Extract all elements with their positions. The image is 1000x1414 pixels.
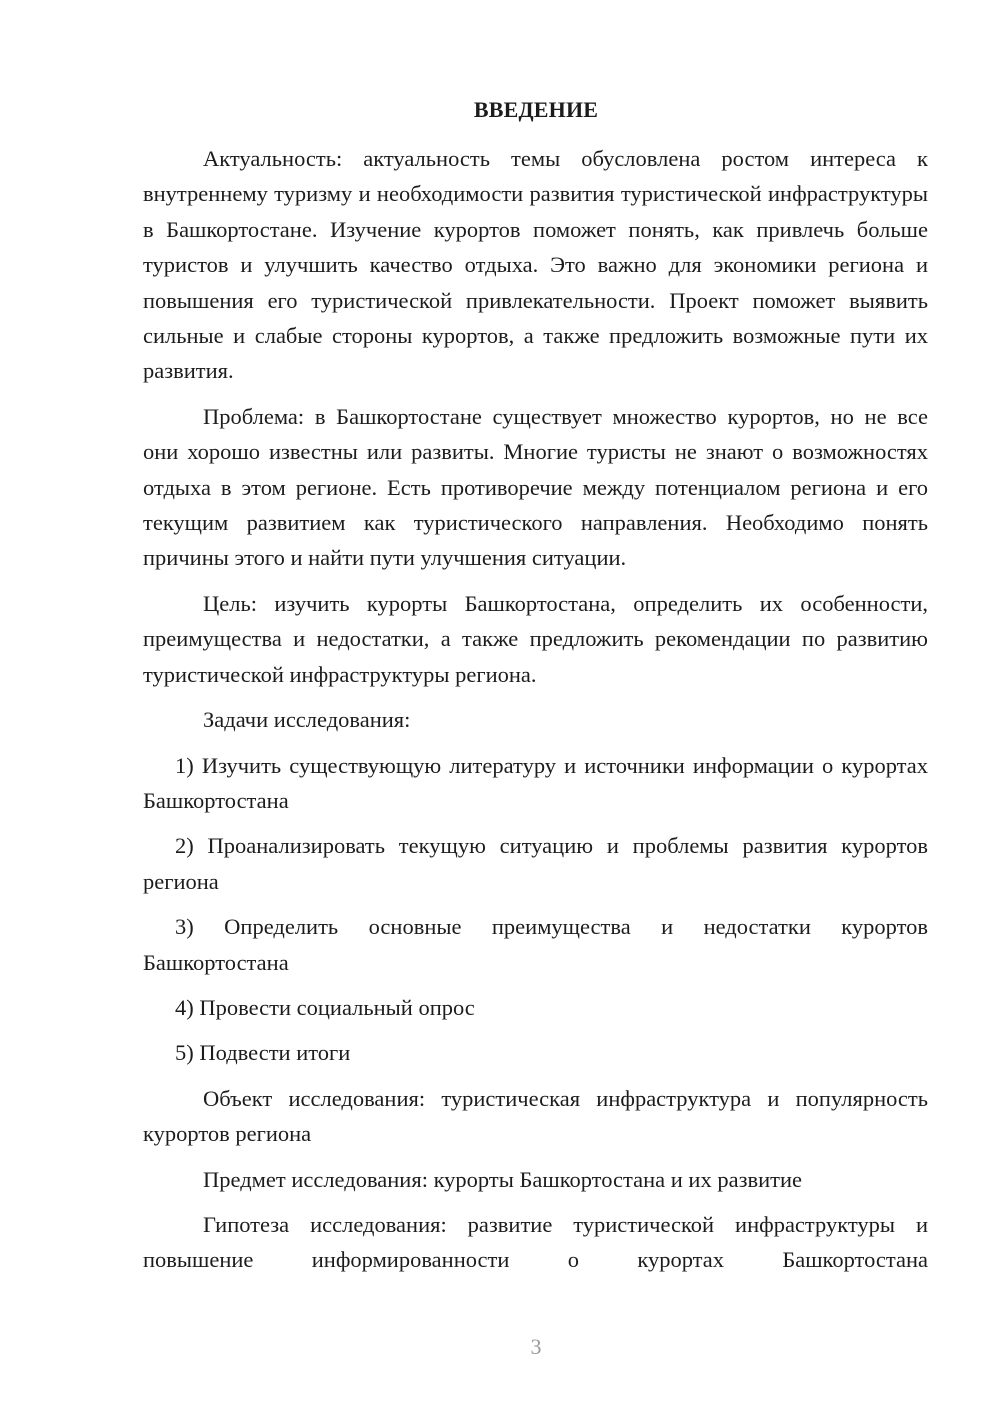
body-text <box>143 141 928 1288</box>
tasks-title: Задачи исследования: <box>203 707 411 733</box>
paragraph-hypothesis: Гипотеза исследования: развитие туристической инфраструктуры и повышение информированности о курортах Башкортостана <box>143 1211 928 1273</box>
task-item: 2) Проанализировать текущую ситуацию и проблемы развития курортов региона <box>143 833 928 894</box>
paragraph-goal: Цель: изучить курорты Башкортостана, определить их особенности, преимущества и недостатки, а также предложить рекомендации по развитию туристической инфраструктуры региона. <box>143 590 928 687</box>
paragraph-relevance: Актуальность: актуальность темы обусловлена ростом интереса к внутреннему туризму и необходимости развития туристической инфраструктуры в Башкортостане. Изучение курортов поможет понять, как привлечь больше туристов и улучшить качество отдыха. Это важно для экономики региона и повышения его туристической привлекательности. Проект поможет выявить сильные и слабые стороны курортов, а также предложить возможные пути их развития. <box>143 146 928 384</box>
paragraph-object: Объект исследования: туристическая инфраструктура и популярность курортов региона <box>143 1085 928 1147</box>
section-heading: ВВЕДЕНИЕ <box>473 97 599 122</box>
task-item: 3) Определить основные преимущества и недостатки курортов Башкортостана <box>143 914 928 975</box>
task-item: 1) Изучить существующую литературу и источники информации о курортах Башкортостана <box>143 752 928 813</box>
task-item: 5) Подвести итоги <box>175 1040 351 1066</box>
task-item: 4) Провести социальный опрос <box>175 994 475 1020</box>
page-number: 3 <box>530 1334 542 1359</box>
paragraph-problem: Проблема: в Башкортостане существует множество курортов, но не все они хорошо известны или развиты. Многие туристы не знают о возможностях отдыха в этом регионе. Есть противоречие между потенциалом региона и его текущим развитием как туристического направления. Необходимо понять причины этого и найти пути улучшения ситуации. <box>143 403 928 571</box>
paragraph-subject: Предмет исследования: курорты Башкортостана и их развитие <box>203 1166 802 1192</box>
